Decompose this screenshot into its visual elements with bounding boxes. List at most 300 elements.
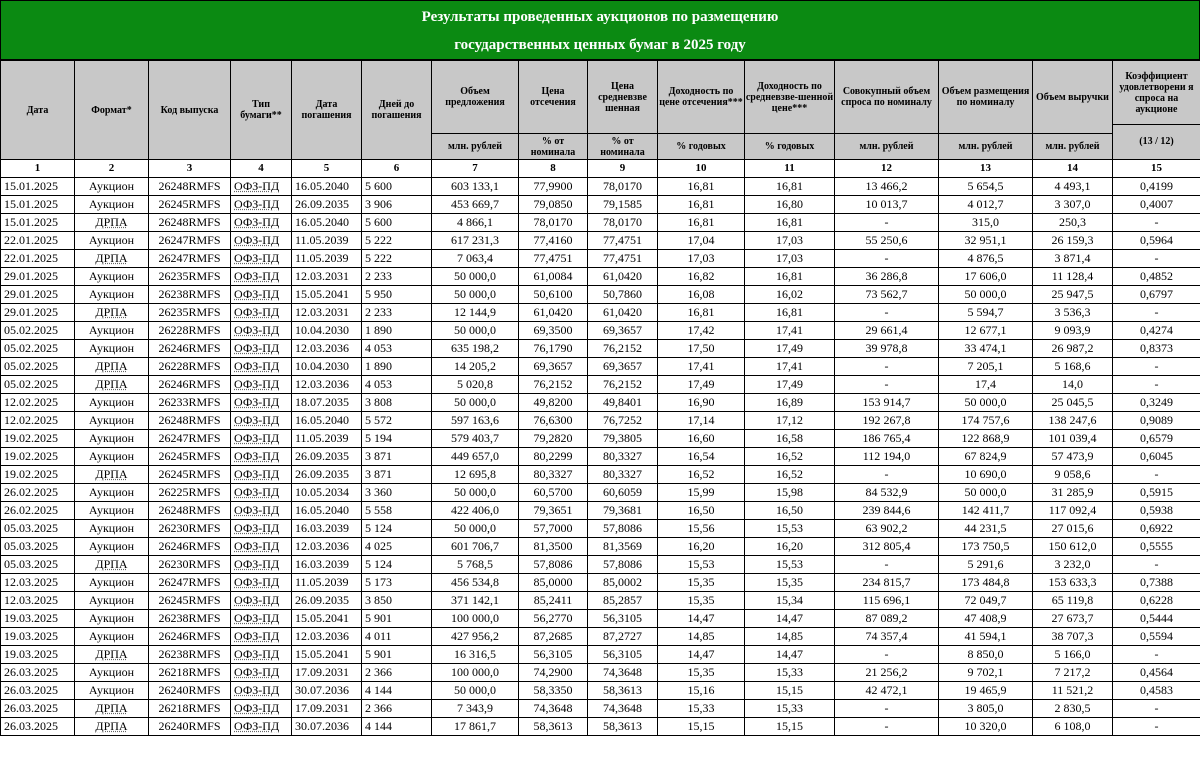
cell-format: Аукцион xyxy=(75,232,149,250)
cell-cutoff-price: 58,3613 xyxy=(519,718,588,736)
cell-format: Аукцион xyxy=(75,268,149,286)
cell-code: 26245RMFS xyxy=(149,196,231,214)
unit-wavg-yield: % годовых xyxy=(745,134,835,160)
cell-date: 12.02.2025 xyxy=(1,412,75,430)
cell-offer: 100 000,0 xyxy=(432,664,519,682)
table-row xyxy=(1,520,1200,538)
cell-offer: 449 657,0 xyxy=(432,448,519,466)
cell-placed: 10 690,0 xyxy=(939,466,1033,484)
cell-code: 26248RMFS xyxy=(149,412,231,430)
cell-maturity: 12.03.2031 xyxy=(292,268,362,286)
cell-format: ДРПА xyxy=(75,304,149,322)
cell-placed: 3 805,0 xyxy=(939,700,1033,718)
header-date: Дата xyxy=(1,61,75,160)
cell-coef: 0,6922 xyxy=(1113,520,1200,538)
cell-format: Аукцион xyxy=(75,430,149,448)
cell-cutoff-yield: 15,99 xyxy=(658,484,745,502)
cell-coef: 0,5964 xyxy=(1113,232,1200,250)
cell-maturity: 10.04.2030 xyxy=(292,358,362,376)
cell-cutoff-yield: 14,47 xyxy=(658,646,745,664)
cell-date: 15.01.2025 xyxy=(1,178,75,196)
cell-wavg-yield: 17,41 xyxy=(745,322,835,340)
cell-cutoff-price: 79,0850 xyxy=(519,196,588,214)
cell-placed: 4 012,7 xyxy=(939,196,1033,214)
cell-cutoff-yield: 17,42 xyxy=(658,322,745,340)
cell-format: Аукцион xyxy=(75,286,149,304)
cell-wavg-price: 79,1585 xyxy=(588,196,658,214)
cell-revenue: 27 015,6 xyxy=(1033,520,1113,538)
cell-wavg-yield: 17,49 xyxy=(745,340,835,358)
cell-placed: 67 824,9 xyxy=(939,448,1033,466)
header-maturity: Дата погашения xyxy=(292,61,362,160)
cell-days: 1 890 xyxy=(362,322,432,340)
cell-placed: 173 484,8 xyxy=(939,574,1033,592)
table-row xyxy=(1,394,1200,412)
cell-coef: 0,4199 xyxy=(1113,178,1200,196)
cell-date: 26.03.2025 xyxy=(1,718,75,736)
cell-offer: 7 063,4 xyxy=(432,250,519,268)
cell-demand: 112 194,0 xyxy=(835,448,939,466)
cell-format: Аукцион xyxy=(75,520,149,538)
cell-days: 3 871 xyxy=(362,448,432,466)
header-wavg-price: Цена средневзве шенная xyxy=(588,61,658,134)
cell-revenue: 14,0 xyxy=(1033,376,1113,394)
cell-code: 26238RMFS xyxy=(149,610,231,628)
cell-wavg-yield: 14,47 xyxy=(745,610,835,628)
cell-date: 19.02.2025 xyxy=(1,448,75,466)
table-row xyxy=(1,574,1200,592)
cell-date: 15.01.2025 xyxy=(1,196,75,214)
cell-type: ОФЗ-ПД xyxy=(231,556,292,574)
cell-coef: - xyxy=(1113,376,1200,394)
cell-days: 5 600 xyxy=(362,214,432,232)
column-number: 10 xyxy=(658,160,745,178)
cell-demand: 84 532,9 xyxy=(835,484,939,502)
cell-cutoff-price: 61,0084 xyxy=(519,268,588,286)
cell-maturity: 16.03.2039 xyxy=(292,520,362,538)
cell-coef: 0,8373 xyxy=(1113,340,1200,358)
cell-cutoff-yield: 16,90 xyxy=(658,394,745,412)
table-row xyxy=(1,376,1200,394)
cell-offer: 12 695,8 xyxy=(432,466,519,484)
table-row xyxy=(1,628,1200,646)
cell-wavg-yield: 17,49 xyxy=(745,376,835,394)
cell-code: 26245RMFS xyxy=(149,592,231,610)
cell-date: 05.02.2025 xyxy=(1,340,75,358)
cell-code: 26248RMFS xyxy=(149,502,231,520)
cell-cutoff-price: 49,8200 xyxy=(519,394,588,412)
cell-type: ОФЗ-ПД xyxy=(231,466,292,484)
cell-format: Аукцион xyxy=(75,628,149,646)
cell-demand: 21 256,2 xyxy=(835,664,939,682)
cell-cutoff-yield: 16,08 xyxy=(658,286,745,304)
title-line-1: Результаты проведенных аукционов по размещению xyxy=(421,9,779,25)
column-number: 12 xyxy=(835,160,939,178)
cell-format: ДРПА xyxy=(75,718,149,736)
cell-cutoff-price: 80,3327 xyxy=(519,466,588,484)
cell-revenue: 101 039,4 xyxy=(1033,430,1113,448)
cell-wavg-price: 49,8401 xyxy=(588,394,658,412)
cell-coef: 0,5444 xyxy=(1113,610,1200,628)
cell-wavg-price: 76,2152 xyxy=(588,376,658,394)
cell-code: 26247RMFS xyxy=(149,574,231,592)
cell-format: Аукцион xyxy=(75,574,149,592)
cell-cutoff-price: 76,2152 xyxy=(519,376,588,394)
cell-cutoff-price: 74,2900 xyxy=(519,664,588,682)
cell-code: 26245RMFS xyxy=(149,466,231,484)
header-format: Формат* xyxy=(75,61,149,160)
cell-wavg-price: 57,8086 xyxy=(588,556,658,574)
cell-offer: 50 000,0 xyxy=(432,268,519,286)
cell-wavg-price: 80,3327 xyxy=(588,448,658,466)
cell-placed: 122 868,9 xyxy=(939,430,1033,448)
cell-coef: 0,5938 xyxy=(1113,502,1200,520)
cell-revenue: 153 633,3 xyxy=(1033,574,1113,592)
cell-maturity: 12.03.2036 xyxy=(292,376,362,394)
cell-type: ОФЗ-ПД xyxy=(231,646,292,664)
cell-maturity: 15.05.2041 xyxy=(292,286,362,304)
cell-revenue: 26 159,3 xyxy=(1033,232,1113,250)
cell-maturity: 15.05.2041 xyxy=(292,610,362,628)
cell-coef: 0,5555 xyxy=(1113,538,1200,556)
cell-type: ОФЗ-ПД xyxy=(231,700,292,718)
cell-coef: - xyxy=(1113,214,1200,232)
cell-demand: 13 466,2 xyxy=(835,178,939,196)
cell-cutoff-price: 85,0000 xyxy=(519,574,588,592)
cell-code: 26247RMFS xyxy=(149,430,231,448)
cell-cutoff-yield: 14,85 xyxy=(658,628,745,646)
cell-wavg-price: 78,0170 xyxy=(588,178,658,196)
unit-placed: млн. рублей xyxy=(939,134,1033,160)
cell-type: ОФЗ-ПД xyxy=(231,412,292,430)
cell-maturity: 30.07.2036 xyxy=(292,682,362,700)
cell-offer: 371 142,1 xyxy=(432,592,519,610)
cell-revenue: 11 521,2 xyxy=(1033,682,1113,700)
cell-wavg-yield: 14,85 xyxy=(745,628,835,646)
cell-days: 5 124 xyxy=(362,520,432,538)
cell-date: 05.03.2025 xyxy=(1,556,75,574)
cell-demand: 39 978,8 xyxy=(835,340,939,358)
table-row xyxy=(1,592,1200,610)
cell-cutoff-price: 78,0170 xyxy=(519,214,588,232)
header-coef-label: Коэффициент удовлетворени я спроса на аукционе xyxy=(1119,70,1194,115)
cell-days: 2 233 xyxy=(362,268,432,286)
cell-date: 29.01.2025 xyxy=(1,286,75,304)
cell-maturity: 16.03.2039 xyxy=(292,556,362,574)
cell-code: 26248RMFS xyxy=(149,178,231,196)
cell-cutoff-price: 57,8086 xyxy=(519,556,588,574)
cell-type: ОФЗ-ПД xyxy=(231,718,292,736)
cell-code: 26246RMFS xyxy=(149,376,231,394)
cell-code: 26235RMFS xyxy=(149,268,231,286)
cell-wavg-yield: 15,34 xyxy=(745,592,835,610)
cell-coef: 0,3249 xyxy=(1113,394,1200,412)
cell-wavg-price: 78,0170 xyxy=(588,214,658,232)
cell-coef: 0,6228 xyxy=(1113,592,1200,610)
cell-demand: - xyxy=(835,466,939,484)
cell-date: 05.02.2025 xyxy=(1,322,75,340)
cell-offer: 603 133,1 xyxy=(432,178,519,196)
cell-days: 3 906 xyxy=(362,196,432,214)
cell-coef: - xyxy=(1113,304,1200,322)
cell-demand: - xyxy=(835,376,939,394)
cell-date: 19.03.2025 xyxy=(1,628,75,646)
cell-days: 4 053 xyxy=(362,376,432,394)
cell-type: ОФЗ-ПД xyxy=(231,304,292,322)
cell-days: 4 053 xyxy=(362,340,432,358)
table-row xyxy=(1,718,1200,736)
cell-cutoff-yield: 17,04 xyxy=(658,232,745,250)
cell-cutoff-yield: 16,81 xyxy=(658,304,745,322)
cell-wavg-price: 56,3105 xyxy=(588,610,658,628)
cell-days: 5 600 xyxy=(362,178,432,196)
cell-demand: - xyxy=(835,250,939,268)
header-revenue: Объем выручки xyxy=(1033,61,1113,134)
cell-placed: 5 594,7 xyxy=(939,304,1033,322)
cell-placed: 32 951,1 xyxy=(939,232,1033,250)
cell-offer: 453 669,7 xyxy=(432,196,519,214)
cell-revenue: 5 168,6 xyxy=(1033,358,1113,376)
cell-placed: 50 000,0 xyxy=(939,484,1033,502)
cell-date: 29.01.2025 xyxy=(1,304,75,322)
cell-wavg-price: 87,2727 xyxy=(588,628,658,646)
cell-maturity: 12.03.2036 xyxy=(292,340,362,358)
cell-code: 26247RMFS xyxy=(149,250,231,268)
cell-wavg-price: 85,0002 xyxy=(588,574,658,592)
column-number: 6 xyxy=(362,160,432,178)
cell-revenue: 3 871,4 xyxy=(1033,250,1113,268)
cell-maturity: 16.05.2040 xyxy=(292,412,362,430)
cell-offer: 100 000,0 xyxy=(432,610,519,628)
cell-cutoff-yield: 16,81 xyxy=(658,196,745,214)
cell-demand: 74 357,4 xyxy=(835,628,939,646)
cell-date: 26.02.2025 xyxy=(1,484,75,502)
column-number: 5 xyxy=(292,160,362,178)
cell-format: ДРПА xyxy=(75,700,149,718)
cell-cutoff-price: 76,6300 xyxy=(519,412,588,430)
cell-revenue: 57 473,9 xyxy=(1033,448,1113,466)
cell-revenue: 3 307,0 xyxy=(1033,196,1113,214)
cell-cutoff-price: 56,3105 xyxy=(519,646,588,664)
cell-demand: 87 089,2 xyxy=(835,610,939,628)
cell-demand: - xyxy=(835,556,939,574)
cell-maturity: 26.09.2035 xyxy=(292,196,362,214)
cell-cutoff-yield: 16,81 xyxy=(658,214,745,232)
cell-coef: 0,6045 xyxy=(1113,448,1200,466)
table-row xyxy=(1,664,1200,682)
cell-days: 5 222 xyxy=(362,232,432,250)
cell-cutoff-yield: 15,15 xyxy=(658,718,745,736)
cell-cutoff-price: 81,3500 xyxy=(519,538,588,556)
cell-cutoff-price: 79,2820 xyxy=(519,430,588,448)
header-cutoff-price: Цена отсечения xyxy=(519,61,588,134)
cell-offer: 456 534,8 xyxy=(432,574,519,592)
cell-code: 26246RMFS xyxy=(149,628,231,646)
cell-demand: - xyxy=(835,358,939,376)
table-row xyxy=(1,484,1200,502)
cell-days: 5 901 xyxy=(362,610,432,628)
cell-revenue: 38 707,3 xyxy=(1033,628,1113,646)
cell-cutoff-yield: 16,81 xyxy=(658,178,745,196)
cell-demand: - xyxy=(835,646,939,664)
cell-demand: 153 914,7 xyxy=(835,394,939,412)
table-row xyxy=(1,196,1200,214)
cell-format: ДРПА xyxy=(75,250,149,268)
cell-maturity: 10.04.2030 xyxy=(292,322,362,340)
table-body xyxy=(1,178,1200,736)
cell-wavg-yield: 16,80 xyxy=(745,196,835,214)
cell-code: 26235RMFS xyxy=(149,304,231,322)
cell-wavg-yield: 15,98 xyxy=(745,484,835,502)
table-row xyxy=(1,682,1200,700)
column-numbers-row xyxy=(1,160,1200,178)
cell-cutoff-yield: 15,53 xyxy=(658,556,745,574)
cell-offer: 17 861,7 xyxy=(432,718,519,736)
cell-wavg-price: 80,3327 xyxy=(588,466,658,484)
unit-cutoff-yield: % годовых xyxy=(658,134,745,160)
cell-placed: 50 000,0 xyxy=(939,394,1033,412)
cell-wavg-price: 77,4751 xyxy=(588,232,658,250)
cell-placed: 4 876,5 xyxy=(939,250,1033,268)
cell-date: 12.03.2025 xyxy=(1,592,75,610)
table-row xyxy=(1,304,1200,322)
cell-type: ОФЗ-ПД xyxy=(231,682,292,700)
cell-cutoff-yield: 16,60 xyxy=(658,430,745,448)
table-row xyxy=(1,322,1200,340)
table-row xyxy=(1,358,1200,376)
cell-wavg-yield: 16,52 xyxy=(745,466,835,484)
cell-revenue: 9 058,6 xyxy=(1033,466,1113,484)
cell-type: ОФЗ-ПД xyxy=(231,448,292,466)
cell-wavg-price: 76,7252 xyxy=(588,412,658,430)
cell-offer: 422 406,0 xyxy=(432,502,519,520)
cell-revenue: 9 093,9 xyxy=(1033,322,1113,340)
cell-cutoff-price: 69,3657 xyxy=(519,358,588,376)
cell-type: ОФЗ-ПД xyxy=(231,232,292,250)
header-wavg-yield: Доходность по средневзве-шенной цене*** xyxy=(745,61,835,134)
cell-maturity: 12.03.2036 xyxy=(292,538,362,556)
cell-wavg-price: 79,3805 xyxy=(588,430,658,448)
table-row xyxy=(1,250,1200,268)
cell-demand: 63 902,2 xyxy=(835,520,939,538)
cell-revenue: 5 166,0 xyxy=(1033,646,1113,664)
cell-placed: 12 677,1 xyxy=(939,322,1033,340)
cell-offer: 7 343,9 xyxy=(432,700,519,718)
cell-maturity: 12.03.2031 xyxy=(292,304,362,322)
cell-days: 5 222 xyxy=(362,250,432,268)
cell-demand: 115 696,1 xyxy=(835,592,939,610)
cell-wavg-price: 76,2152 xyxy=(588,340,658,358)
cell-placed: 173 750,5 xyxy=(939,538,1033,556)
cell-format: ДРПА xyxy=(75,466,149,484)
cell-offer: 50 000,0 xyxy=(432,484,519,502)
cell-type: ОФЗ-ПД xyxy=(231,502,292,520)
cell-wavg-price: 81,3569 xyxy=(588,538,658,556)
unit-demand: млн. рублей xyxy=(835,134,939,160)
cell-type: ОФЗ-ПД xyxy=(231,214,292,232)
cell-demand: - xyxy=(835,718,939,736)
table-row xyxy=(1,178,1200,196)
cell-code: 26233RMFS xyxy=(149,394,231,412)
cell-wavg-yield: 16,58 xyxy=(745,430,835,448)
cell-code: 26228RMFS xyxy=(149,322,231,340)
table-row xyxy=(1,556,1200,574)
cell-maturity: 10.05.2034 xyxy=(292,484,362,502)
table-row xyxy=(1,232,1200,250)
cell-wavg-yield: 16,52 xyxy=(745,448,835,466)
cell-cutoff-yield: 17,49 xyxy=(658,376,745,394)
page-title xyxy=(0,0,1200,60)
cell-revenue: 25 947,5 xyxy=(1033,286,1113,304)
cell-cutoff-price: 69,3500 xyxy=(519,322,588,340)
cell-cutoff-yield: 16,82 xyxy=(658,268,745,286)
cell-format: ДРПА xyxy=(75,214,149,232)
cell-cutoff-yield: 15,35 xyxy=(658,664,745,682)
cell-cutoff-price: 87,2685 xyxy=(519,628,588,646)
cell-date: 22.01.2025 xyxy=(1,232,75,250)
cell-wavg-yield: 16,81 xyxy=(745,304,835,322)
cell-code: 26230RMFS xyxy=(149,520,231,538)
cell-type: ОФЗ-ПД xyxy=(231,520,292,538)
header-offer: Объем предложения xyxy=(432,61,519,134)
column-number: 7 xyxy=(432,160,519,178)
cell-offer: 50 000,0 xyxy=(432,322,519,340)
cell-date: 05.03.2025 xyxy=(1,520,75,538)
column-number: 8 xyxy=(519,160,588,178)
cell-date: 05.02.2025 xyxy=(1,376,75,394)
cell-placed: 5 654,5 xyxy=(939,178,1033,196)
cell-type: ОФЗ-ПД xyxy=(231,574,292,592)
column-number: 2 xyxy=(75,160,149,178)
cell-cutoff-price: 74,3648 xyxy=(519,700,588,718)
cell-maturity: 26.09.2035 xyxy=(292,466,362,484)
cell-code: 26238RMFS xyxy=(149,646,231,664)
cell-code: 26240RMFS xyxy=(149,682,231,700)
cell-cutoff-yield: 15,33 xyxy=(658,700,745,718)
cell-offer: 635 198,2 xyxy=(432,340,519,358)
cell-date: 05.03.2025 xyxy=(1,538,75,556)
cell-days: 5 901 xyxy=(362,646,432,664)
column-number: 4 xyxy=(231,160,292,178)
cell-cutoff-yield: 17,14 xyxy=(658,412,745,430)
cell-wavg-price: 79,3681 xyxy=(588,502,658,520)
cell-maturity: 11.05.2039 xyxy=(292,250,362,268)
cell-type: ОФЗ-ПД xyxy=(231,196,292,214)
cell-maturity: 11.05.2039 xyxy=(292,430,362,448)
cell-revenue: 25 045,5 xyxy=(1033,394,1113,412)
table-row xyxy=(1,466,1200,484)
table-row xyxy=(1,448,1200,466)
cell-wavg-yield: 15,33 xyxy=(745,700,835,718)
table-row xyxy=(1,610,1200,628)
cell-type: ОФЗ-ПД xyxy=(231,538,292,556)
cell-offer: 12 144,9 xyxy=(432,304,519,322)
cell-wavg-yield: 16,02 xyxy=(745,286,835,304)
cell-offer: 579 403,7 xyxy=(432,430,519,448)
cell-offer: 5 768,5 xyxy=(432,556,519,574)
cell-coef: 0,4564 xyxy=(1113,664,1200,682)
cell-revenue: 150 612,0 xyxy=(1033,538,1113,556)
cell-revenue: 27 673,7 xyxy=(1033,610,1113,628)
cell-wavg-price: 61,0420 xyxy=(588,304,658,322)
cell-wavg-yield: 17,12 xyxy=(745,412,835,430)
cell-type: ОФЗ-ПД xyxy=(231,268,292,286)
cell-format: Аукцион xyxy=(75,502,149,520)
cell-placed: 7 205,1 xyxy=(939,358,1033,376)
column-number: 14 xyxy=(1033,160,1113,178)
cell-type: ОФЗ-ПД xyxy=(231,430,292,448)
cell-days: 2 366 xyxy=(362,700,432,718)
